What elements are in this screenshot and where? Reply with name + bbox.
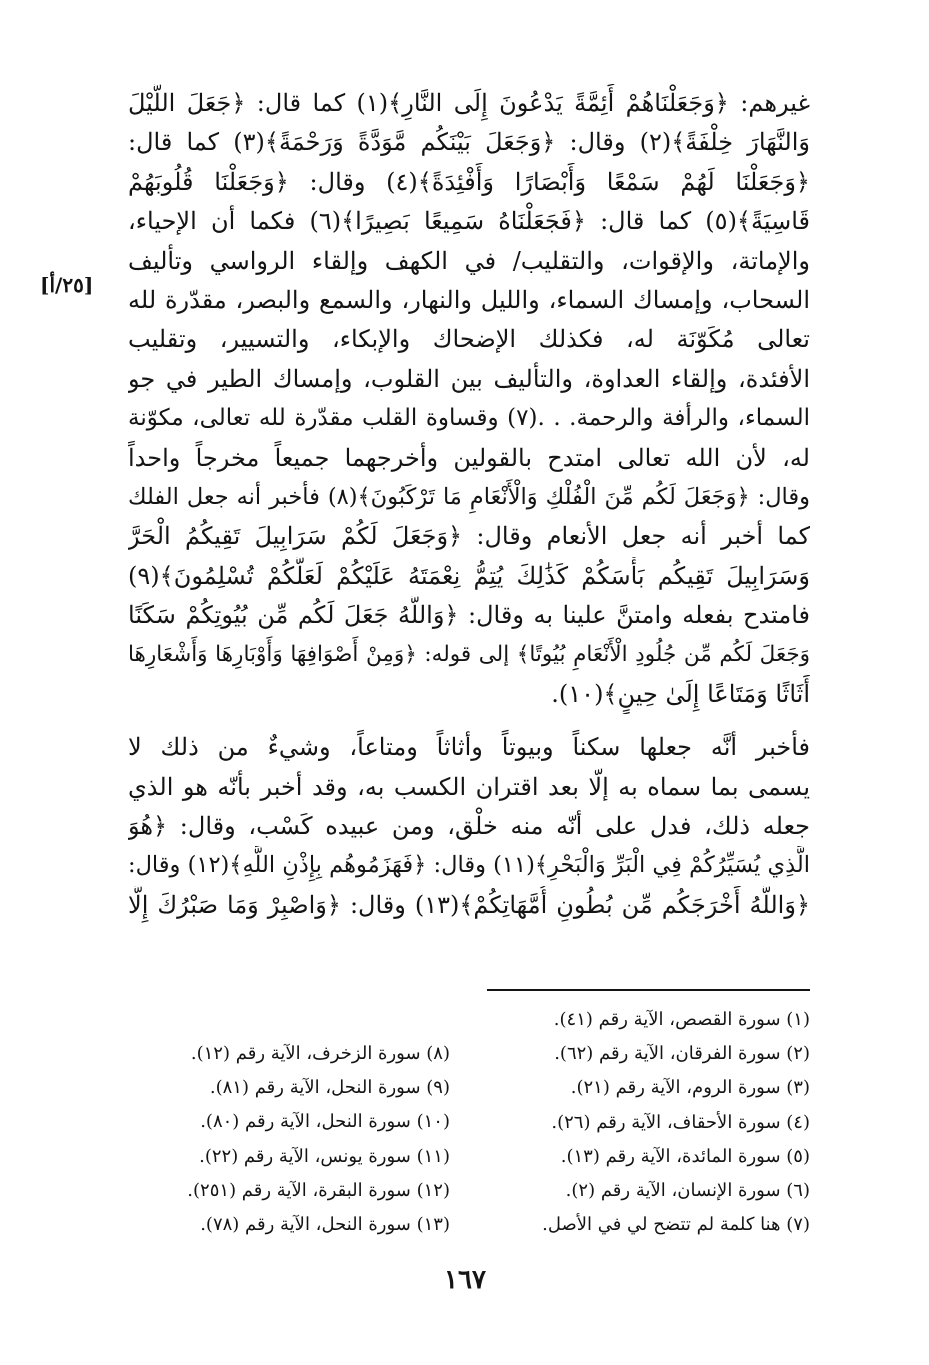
footnote: (٦) سورة الإنسان، الآية رقم (٢).	[565, 1179, 810, 1201]
footnotes-right-column	[470, 1003, 810, 1242]
text-line: ﴿وَاللَّهُ أَخْرَجَكُم مِّن بُطُونِ أُمَّهَاتِكُمْ﴾(١٣) وقال: ﴿وَاصْبِرْ وَمَا صَبْرُكَ إِلَّا	[128, 890, 810, 919]
text-line: كما أخبر أنه جعل الأنعام وقال: ﴿وَجَعَلَ لَكُمْ سَرَابِيلَ تَقِيكُمُ الْحَرَّ	[128, 522, 810, 551]
paragraph-1	[128, 84, 810, 714]
text-line: والإماتة، والإقوات، والتقليب/ في الكهف وإلقاء الرواسي وتأليف	[128, 246, 810, 275]
footnote: (٤) سورة الأحقاف، الآية رقم (٢٦).	[551, 1111, 810, 1133]
text-line: له، لأن الله تعالى امتدح بالقولين وأخرجهما جميعاً مخرجاً واحداً	[128, 443, 810, 472]
text-line: فامتدح بفعله وامتنَّ علينا به وقال: ﴿وَاللَّهُ جَعَلَ لَكُم مِّن بُيُوتِكُمْ سَكَنًا	[128, 601, 810, 630]
text-line: فأخبر أنَّه جعلها سكناً وبيوتاً وأثاثاً ومتاعاً، وشيءٌ من ذلك لا	[128, 733, 810, 762]
text-line: أَثَاثًا وَمَتَاعًا إِلَىٰ حِينٍ﴾(١٠).	[551, 679, 810, 708]
text-line: الأفئدة، وإلقاء العداوة، والتأليف بين القلوب، وإمساك الطير في جو	[128, 364, 810, 393]
footnote: (٥) سورة المائدة، الآية رقم (١٣).	[560, 1145, 810, 1167]
text-line: وقال: ﴿وَجَعَلَ لَكُم مِّنَ الْفُلْكِ وَالْأَنْعَامِ مَا تَرْكَبُونَ﴾(٨) فأخبر أنه جعل الفلك	[128, 483, 810, 510]
footnote-divider	[487, 989, 810, 991]
manuscript-folio-marker: [٢٥/أ]	[40, 273, 94, 297]
text-line: جعله ذلك، فدل على أنّه منه خلْق، ومن عبيده كَسْب، وقال: ﴿هُوَ	[128, 812, 810, 841]
footnote: (٩) سورة النحل، الآية رقم (٨١).	[209, 1077, 450, 1099]
footnote: (١) سورة القصص، الآية رقم (٤١).	[553, 1009, 810, 1030]
footnote: (١٢) سورة البقرة، الآية رقم (٢٥١).	[187, 1179, 450, 1201]
text-line: غيرهم: ﴿وَجَعَلْنَاهُمْ أَئِمَّةً يَدْعُونَ إِلَى النَّارِ﴾(١) كما قال: ﴿جَعَلَ اللَّيْلَ	[128, 89, 810, 117]
text-line: يسمى بما سماه به إلّا بعد اقتران الكسب به، وقد أخبر بأنّه هو الذي	[128, 772, 810, 801]
text-line: تعالى مُكَوّنَة له، فكذلك الإضحاك والإبكاء، والتسيير، وتقليب	[128, 325, 810, 354]
text-line: قَاسِيَةً﴾(٥) كما قال: ﴿فَجَعَلْنَاهُ سَمِيعًا بَصِيرًا﴾(٦) فكما أن الإحياء،	[128, 207, 810, 236]
footnotes-left-column	[120, 1037, 450, 1242]
footnote: (٧) هنا كلمة لم تتضح لي في الأصل.	[542, 1214, 810, 1236]
text-line: ﴿وَجَعَلْنَا لَهُمْ سَمْعًا وَأَبْصَارًا وَأَفْئِدَةً﴾(٤) وقال: ﴿وَجَعَلْنَا قُلُوبَهُمْ	[128, 167, 810, 196]
footnote: (١١) سورة يونس، الآية رقم (٢٢).	[199, 1145, 450, 1167]
text-line: السماء، والرأفة والرحمة. . .(٧) وقساوة القلب مقدّرة لله تعالى، مكوّنة	[128, 405, 810, 432]
text-line: السحاب، وإمساك السماء، والليل والنهار، والسمع والبصر، مقدّرة لله	[128, 285, 810, 314]
footnote: (٨) سورة الزخرف، الآية رقم (١٢).	[190, 1043, 450, 1064]
footnote: (٣) سورة الروم، الآية رقم (٢١).	[570, 1077, 810, 1099]
text-line: وَالنَّهَارَ خِلْفَةً﴾(٢) وقال: ﴿وَجَعَلَ بَيْنَكُم مَّوَدَّةً وَرَحْمَةً﴾(٣) كما قال:	[128, 128, 810, 157]
text-line: الَّذِي يُسَيِّرُكُمْ فِي الْبَرِّ وَالْبَحْرِ﴾(١١) وقال: ﴿فَهَزَمُوهُم بِإِذْنِ اللَّهِ﴾(١٢) وقال:	[128, 852, 810, 879]
footnote: (٢) سورة الفرقان، الآية رقم (٦٢).	[554, 1043, 810, 1065]
text-line: وَسَرَابِيلَ تَقِيكُم بَأْسَكُمْ كَذَٰلِكَ يُتِمُّ نِعْمَتَهُ عَلَيْكُمْ لَعَلَّكُمْ تُسْلِمُونَ﴾(٩)	[128, 561, 810, 590]
page-number: ١٦٧	[444, 1265, 486, 1295]
main-text	[128, 84, 810, 925]
text-line: وَجَعَلَ لَكُم مِّن جُلُودِ الْأَنْعَامِ بُيُوتًا﴾ إلى قوله: ﴿وَمِنْ أَصْوَافِهَا وَأَوْبَارِهَا وَأَشْعَارِهَا	[128, 642, 810, 668]
footnote: (١٠) سورة النحل، الآية رقم (٨٠).	[200, 1111, 450, 1133]
footnote: (١٣) سورة النحل، الآية رقم (٧٨).	[200, 1213, 450, 1235]
paragraph-2	[128, 728, 810, 925]
paragraph-gap	[128, 714, 810, 728]
